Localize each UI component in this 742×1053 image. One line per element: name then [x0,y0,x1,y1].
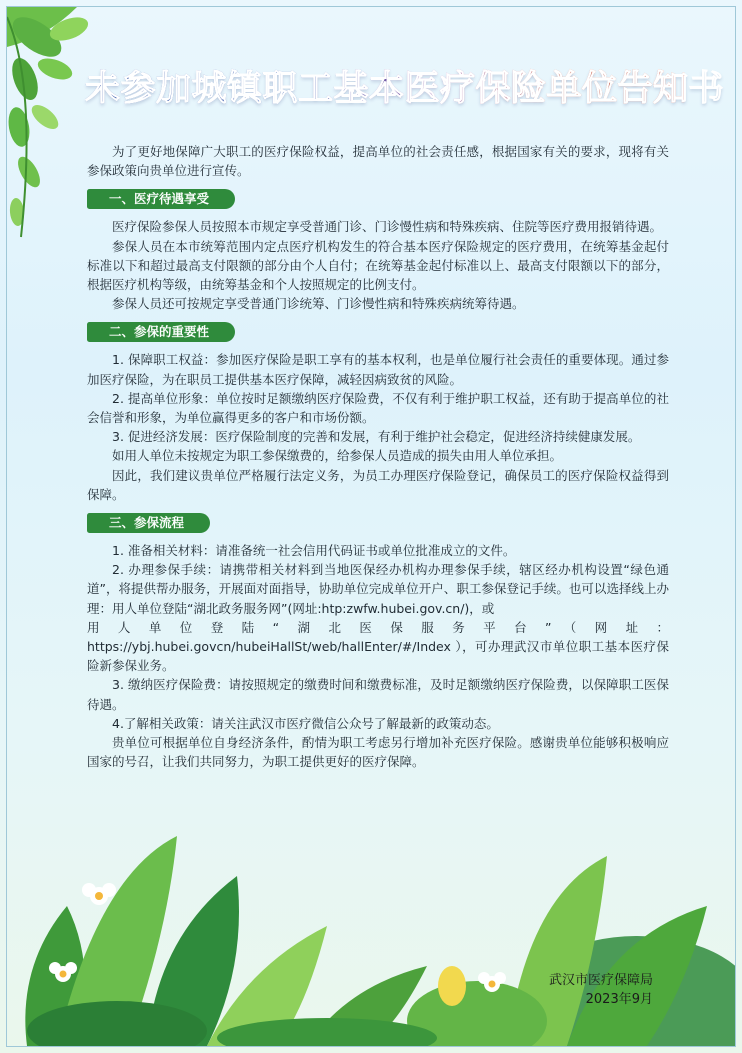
plants-bottom-decoration [7,816,736,1046]
paragraph: 2. 办理参保手续：请携带相关材料到当地医保经办机构办理参保手续，辖区经办机构设置“绿色通道”，将提供帮办服务，开展面对面指导，协助单位完成单位开户、职工参保登记手续。也可以选择线上办理：用人单位登陆“湖北政务服务网”(网址:htp:zwfw.hubei.gov.cn/)，或 [87,562,669,616]
intro-paragraph: 为了更好地保障广大职工的医疗保险权益，提高单位的社会责任感，根据国家有关的要求，现将有关参保政策向贵单位进行宣传。 [87,144,669,179]
paragraph: 3. 促进经济发展：医疗保险制度的完善和发展，有利于维护社会稳定，促进经济持续健康发展。 [112,429,641,445]
url-paragraph: https://ybj.hubei.govcn/hubeiHallSt/web/hallEnter/#/Index ），可办理武汉市单位职工基本医疗保险新参保业务。 [87,639,669,674]
section-heading: 二、参保的重要性 [87,322,235,342]
paragraph: 1. 准备相关材料：请准备统一社会信用代码证书或单位批准成立的文件。 [112,543,516,559]
paragraph: 3. 缴纳医疗保险费：请按照规定的缴费时间和缴费标准，及时足额缴纳医疗保险费，以保障职工医保待遇。 [87,677,669,712]
paragraph: 1. 保障职工权益：参加医疗保险是职工享有的基本权利，也是单位履行社会责任的重要体现。通过参加医疗保险，为在职员工提供基本医疗保障，减轻因病致贫的风险。 [87,352,669,387]
page-title: 未参加城镇职工基本医疗保险单位告知书 [85,61,685,111]
section-importance [87,313,669,504]
paragraph: 如用人单位未按规定为职工参保缴费的，给参保人员造成的损失由用人单位承担。 [112,448,563,464]
issuing-organization: 武汉市医疗保障局 [548,973,653,988]
poster-frame [6,6,736,1047]
document-body [87,142,669,771]
signature-block [549,971,653,1009]
issue-date: 2023年9月 [585,992,653,1007]
paragraph: 用人单位登陆“湖北医保服务平台”（网址： [87,619,669,635]
section-process [87,504,669,771]
leaf-cluster-icon [7,7,91,237]
paragraph: 4.了解相关政策：请关注武汉市医疗微信公众号了解最新的政策动态。 [112,715,499,731]
paragraph: 参保人员在本市统筹范围内定点医疗机构发生的符合基本医疗保险规定的医疗费用，在统筹基金起付标准以下和超过最高支付限额的部分由个人自付；在统筹基金起付标准以上、最高支付限额以下的部分，根据医疗机构等级，由统筹基金和个人按照规定的比例支付。 [87,238,669,293]
section-medical-benefits [87,180,669,313]
paragraph: 贵单位可根据单位自身经济条件，酌情为职工考虑另行增加补充医疗保险。感谢贵单位能够积极响应国家的号召，让我们共同努力，为职工提供更好的医疗保障。 [87,735,669,770]
paragraph: 2. 提高单位形象：单位按时足额缴纳医疗保险费，不仅有利于维护职工权益，还有助于提高单位的社会信誉和形象，为单位赢得更多的客户和市场份额。 [87,390,669,426]
paragraph: 参保人员还可按规定享受普通门诊统筹、门诊慢性病和特殊疾病统筹待遇。 [112,296,525,312]
section-heading: 一、医疗待遇享受 [87,189,235,209]
paragraph: 因此，我们建议贵单位严格履行法定义务，为员工办理医疗保险登记，确保员工的医疗保险权益得到保障。 [87,467,669,502]
paragraph: 医疗保险参保人员按照本市规定享受普通门诊、门诊慢性病和特殊疾病、住院等医疗费用报销待遇。 [112,219,663,235]
foliage-icon [25,836,736,1046]
section-heading: 三、参保流程 [87,513,210,533]
